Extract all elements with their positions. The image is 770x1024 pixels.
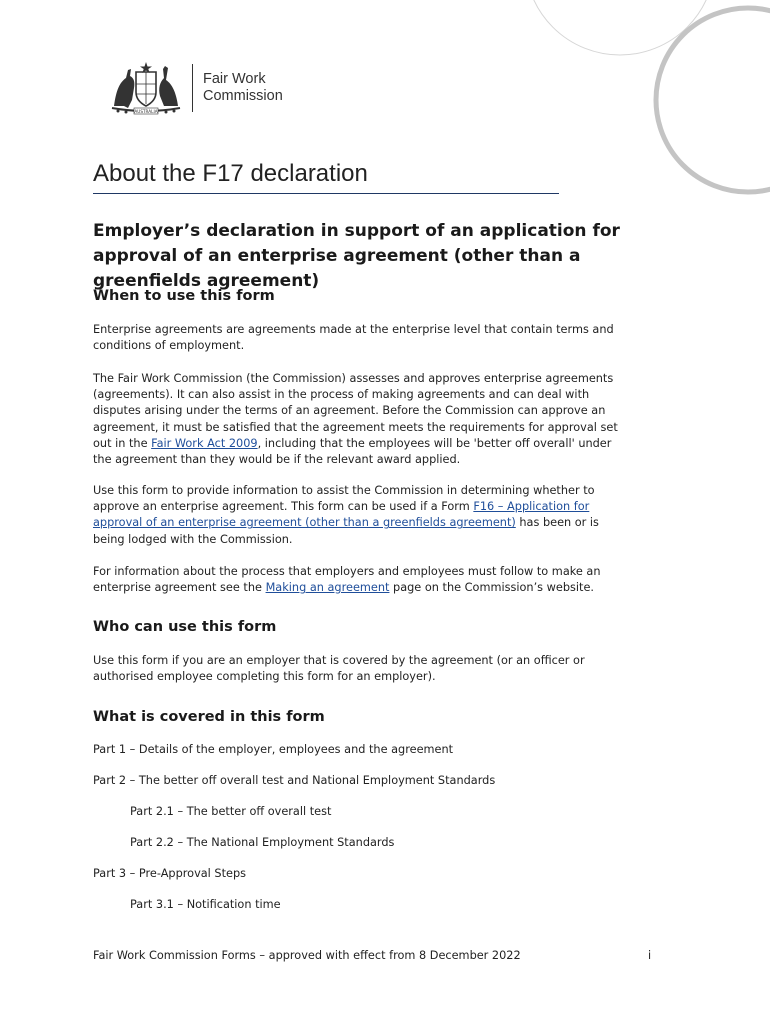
paragraph-enterprise-agreements: Enterprise agreements are agreements made at the enterprise level that contain terms and conditions of employment. xyxy=(93,323,614,353)
logo-wordmark xyxy=(203,71,283,105)
fair-work-commission-logo xyxy=(108,60,283,116)
title-underline xyxy=(93,193,559,194)
list-item: Part 2.1 – The better off overall test xyxy=(130,805,332,818)
paragraph-text: , including that the employees will be 'better off overall' under the agreement than they would be if the relevant award applied. xyxy=(93,436,612,467)
logo-divider xyxy=(192,64,193,112)
list-item: Part 3.1 – Notification time xyxy=(130,898,281,911)
paragraph-who-can-use: Use this form if you are an employer that is covered by the agreement (or an officer or authorised employee completing this form for an employer). xyxy=(93,654,585,684)
page-footer: Fair Work Commission Forms – approved with effect from 8 December 2022 xyxy=(93,949,521,962)
fair-work-act-link[interactable]: Fair Work Act 2009 xyxy=(151,436,258,450)
list-item: Part 3 – Pre-Approval Steps xyxy=(93,867,247,880)
paragraph-text: page on the Commission’s website. xyxy=(389,581,594,595)
page-number: i xyxy=(648,949,652,962)
paragraph-text: has been or is being lodged with the Commission. xyxy=(93,516,599,546)
heading-what-is-covered: What is covered in this form xyxy=(93,709,325,725)
logo-line-2: Commission xyxy=(203,88,283,104)
list-item: Part 2.2 – The National Employment Standards xyxy=(130,836,395,849)
paragraph-text: For information about the process that employers and employees must follow to make an enterprise agreement see the xyxy=(93,565,601,595)
page-title: About the F17 declaration xyxy=(93,160,368,187)
heading-when-to-use: When to use this form xyxy=(93,288,275,304)
f16-form-link[interactable]: F16 – Application for approval of an enterprise agreement (other than a greenfields agreement) xyxy=(93,500,590,530)
paragraph-use-form xyxy=(93,483,633,548)
logo-line-1: Fair Work xyxy=(203,71,266,87)
coat-of-arms-icon xyxy=(108,60,184,116)
paragraph-commission-role xyxy=(93,371,633,468)
paragraph-process-info xyxy=(93,564,633,596)
decorative-circles xyxy=(0,0,770,240)
making-an-agreement-link[interactable]: Making an agreement xyxy=(265,581,390,595)
svg-text:AUSTRALIA: AUSTRALIA xyxy=(134,109,158,114)
paragraph-text: Use this form to provide information to assist the Commission in determining whether to approve an enterprise agreement. This form can be used if a Form xyxy=(93,484,595,514)
list-item: Part 1 – Details of the employer, employees and the agreement xyxy=(93,743,454,756)
list-item: Part 2 – The better off overall test and National Employment Standards xyxy=(93,774,496,787)
paragraph-text: The Fair Work Commission (the Commission) assesses and approves enterprise agreements (agreements). It can also assist in the process of making agreements and can deal with disputes arising under the terms of an agreement. Before the Commission can approve an agreement, it must be satisfied that the agreement meets the requirements for approval set out in the xyxy=(93,372,618,450)
heading-who-can-use: Who can use this form xyxy=(93,619,277,635)
form-subtitle: Employer’s declaration in support of an application for approval of an enterprise agreement (other than a greenfields agreement) xyxy=(93,221,620,291)
